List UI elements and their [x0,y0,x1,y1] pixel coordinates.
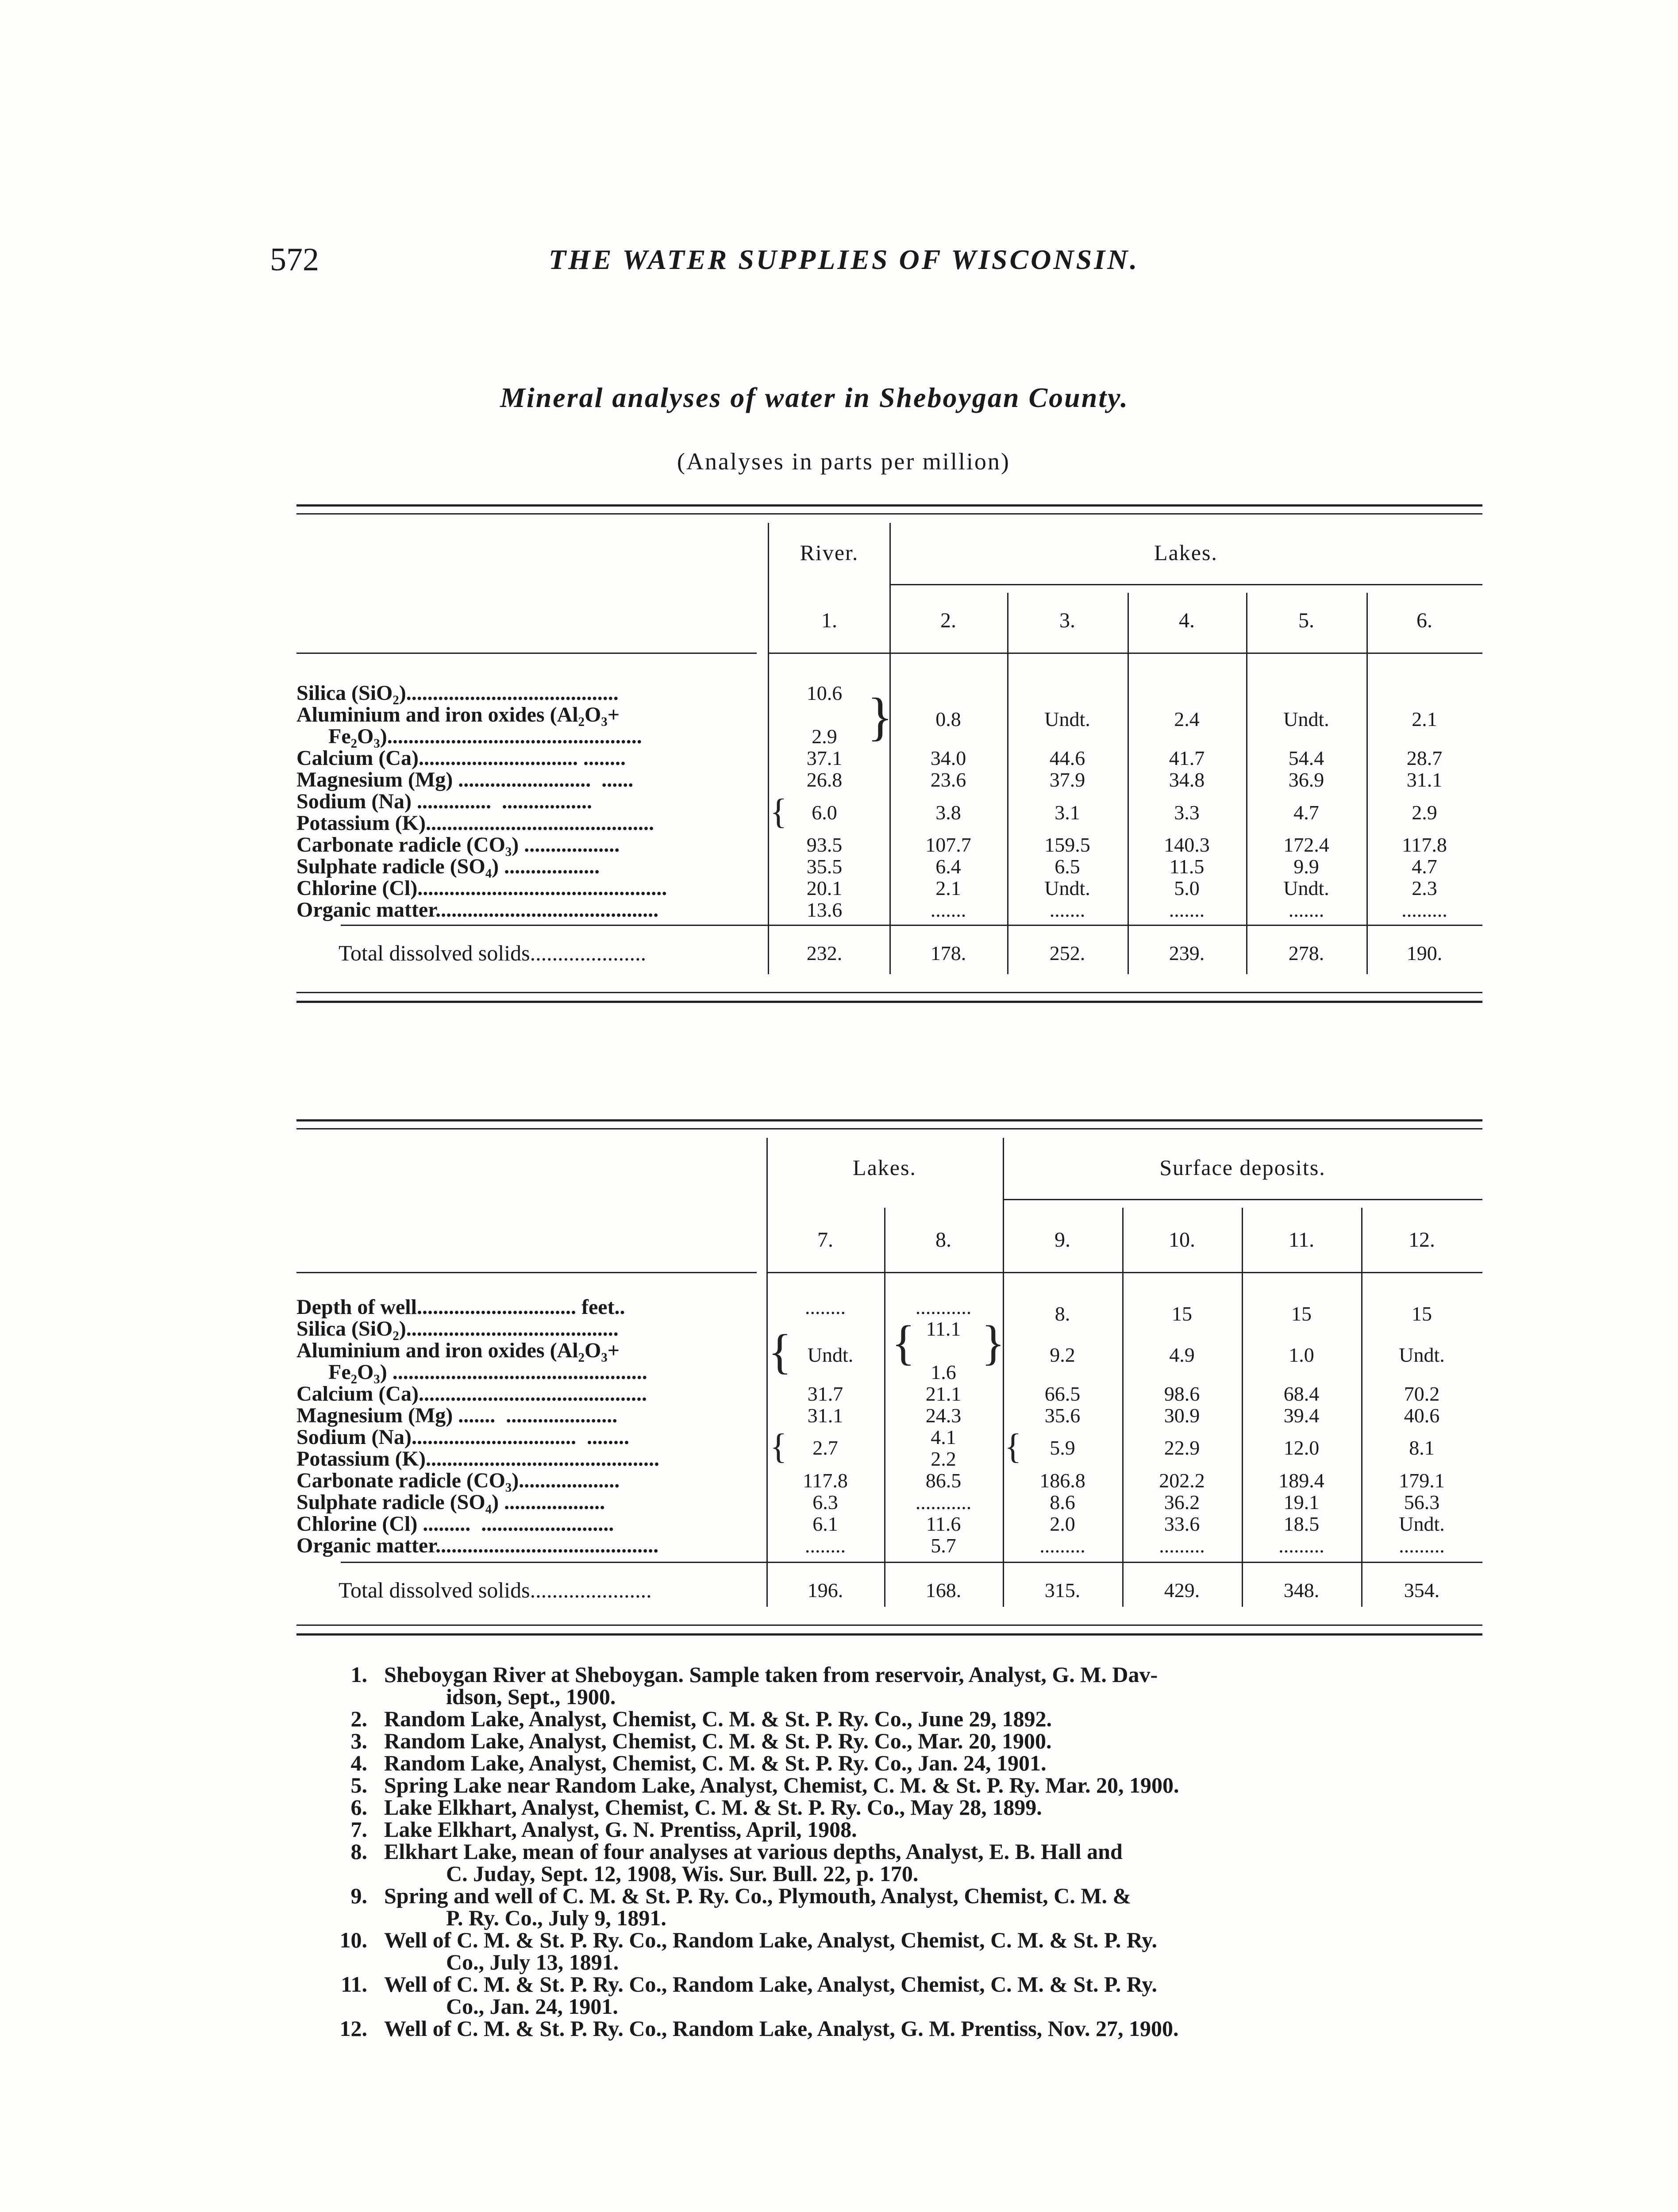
column-number: 4. [1179,609,1195,632]
group-header-lakes: Lakes. [1154,540,1218,565]
footnote [327,1818,1487,1840]
total-cell: 278. [1288,942,1324,964]
value-cell: Undt. [1399,1344,1445,1366]
footnote-number: 9. [350,1883,367,1908]
row-label: Sulphate radicle (SO₄) ................... [296,1490,605,1514]
page-number: 572 [270,242,319,278]
value-cell: 5.7 [931,1534,956,1557]
total-cell: 190. [1406,942,1443,964]
column-number: 7. [817,1228,833,1252]
group-header-surface-deposits: Surface deposits. [1159,1155,1326,1180]
footnote-number: 12. [339,2016,367,2041]
total-cell: 232. [806,942,843,964]
row-label: Silica (SiO₂)........................................ [296,681,619,705]
value-cell: 4.7 [1293,801,1319,824]
value-cell: ......... [1039,1534,1085,1557]
value-cell: 0.8 [935,708,961,730]
value-cell: 30.9 [1164,1404,1200,1427]
row-label: Aluminium and iron oxides (Al₂O₃+ [296,703,620,726]
value-cell: ......... [1399,1534,1445,1557]
brace-symbol: { [770,792,787,831]
row-label: Chlorine (Cl) ......... ......................... [296,1512,614,1536]
bottom-double-rule-a [296,992,1482,993]
top-double-rule-a [296,1119,1482,1121]
footnote-text: Well of C. M. & St. P. Ry. Co., Random Lake, Analyst, Chemist, C. M. & St. P. Ry. [384,1972,1158,1997]
bottom-double-rule-b [296,1001,1482,1003]
value-cell: ......... [1159,1534,1205,1557]
footnote [327,1973,1487,2017]
bottom-double-rule-a [296,1624,1482,1626]
footnote-text: Lake Elkhart, Analyst, G. N. Prentiss, April, 1908. [384,1817,857,1842]
top-double-rule-b [296,513,1482,515]
footnote-number: 1. [350,1662,367,1687]
group-header-lakes: Lakes. [853,1155,916,1180]
value-cell: 8. [1055,1302,1070,1325]
total-cell: 168. [925,1579,962,1601]
value-cell: 117.8 [1402,833,1447,856]
value-cell: ....... [1288,899,1324,921]
value-cell: 186.8 [1039,1469,1085,1492]
group-underline [1003,1199,1482,1200]
value-cell: 20.1 [806,877,843,899]
value-cell: 34.0 [930,747,966,769]
value-cell: ....... [1169,899,1205,921]
value-cell: 41.7 [1169,747,1205,769]
footnote [327,1840,1487,1885]
value-cell: 44.6 [1049,747,1085,769]
value-cell: 172.4 [1283,833,1329,856]
value-cell: 6.1 [812,1513,838,1535]
footnote-number: 4. [350,1751,367,1775]
value-cell: 2.4 [1174,708,1200,730]
value-cell: 8.1 [1409,1436,1435,1459]
footnote-text: P. Ry. Co., July 9, 1891. [446,1905,666,1930]
row-label: Carbonate radicle (CO₃)................... [296,1469,620,1492]
footnote-text: Co., July 13, 1891. [446,1950,619,1974]
value-cell: 13.6 [806,899,843,921]
footnote-text: Elkhart Lake, mean of four analyses at various depths, Analyst, E. B. Hall and [384,1839,1123,1864]
footnote-text: Co., Jan. 24, 1901. [446,1994,618,2019]
row-label: Fe₂O₃) ................................................ [296,1360,647,1384]
row-label: Sulphate radicle (SO₄) .................. [296,855,600,878]
row-label: Chlorine (Cl)............................................... [296,876,667,900]
value-cell: 31.1 [1406,768,1443,791]
footnote [327,1752,1487,1774]
bottom-double-rule-b [296,1633,1482,1636]
value-cell: 2.2 [931,1448,956,1470]
value-cell: 11.1 [926,1317,961,1340]
value-cell: 36.9 [1288,768,1324,791]
total-cell: 178. [930,942,966,964]
footnote [327,1730,1487,1752]
value-cell: 6.4 [935,855,961,878]
footnotes [327,1663,1487,2039]
value-cell: 98.6 [1164,1382,1200,1405]
value-cell: 35.5 [806,855,843,878]
value-cell: ......... [1401,899,1447,921]
footnote-number: 2. [350,1706,367,1731]
value-cell: 140.3 [1164,833,1210,856]
value-cell: 15 [1172,1302,1192,1325]
value-cell: 6.0 [812,801,837,824]
value-cell: 56.3 [1404,1491,1440,1513]
total-rule [341,925,1482,926]
value-cell: 39.4 [1283,1404,1320,1427]
footnote [327,1708,1487,1730]
column-number: 2. [940,609,956,632]
value-cell: 35.6 [1044,1404,1081,1427]
value-cell: 3.8 [935,801,961,824]
row-label: Organic matter.......................................... [296,1534,659,1557]
running-head: THE WATER SUPPLIES OF WISCONSIN. [549,244,1139,275]
footnote-text: Well of C. M. & St. P. Ry. Co., Random Lake, Analyst, Chemist, C. M. & St. P. Ry. [384,1928,1158,1952]
row-label: Potassium (K)............................................ [296,1447,659,1471]
footnote-text: Lake Elkhart, Analyst, Chemist, C. M. & St. P. Ry. Co., May 28, 1899. [384,1795,1042,1820]
footnote-number: 10. [339,1928,367,1952]
value-cell: 107.7 [925,833,971,856]
header-rule [768,653,1482,654]
value-cell: 19.1 [1283,1491,1320,1513]
header-rule [296,653,757,654]
value-cell: 202.2 [1159,1469,1205,1492]
top-double-rule-a [296,504,1482,507]
value-cell: 2.9 [1412,801,1437,824]
value-cell: ........ [805,1534,846,1557]
value-cell: 2.1 [935,877,961,899]
value-cell: 68.4 [1283,1382,1320,1405]
total-cell: 315. [1044,1579,1081,1601]
value-cell: 2.3 [1412,877,1437,899]
footnote-text: Random Lake, Analyst, Chemist, C. M. & St. P. Ry. Co., Mar. 20, 1900. [384,1728,1052,1753]
value-cell: 6.3 [812,1491,838,1513]
footnote [327,2017,1487,2039]
column-number: 6. [1416,609,1432,632]
value-cell: 11.6 [926,1513,961,1535]
header-rule [766,1272,1482,1273]
value-cell: 6.5 [1055,855,1080,878]
row-label: Organic matter.......................................... [296,898,659,922]
value-cell: Undt. [1044,708,1090,730]
value-cell: 9.2 [1050,1344,1075,1366]
value-cell: 18.5 [1283,1513,1320,1535]
total-cell: 348. [1283,1579,1320,1601]
row-label: Fe₂O₃)................................................ [296,725,642,748]
value-cell: 10.6 [806,682,843,704]
value-cell: 159.5 [1044,833,1090,856]
value-cell: 4.1 [931,1426,956,1448]
value-cell: Undt. [1044,877,1090,899]
value-cell: 5.0 [1174,877,1200,899]
brace-symbol: { [1004,1427,1022,1466]
column-number: 5. [1298,609,1314,632]
value-cell: 26.8 [806,768,843,791]
value-cell: 31.7 [807,1382,843,1405]
value-cell: 24.3 [925,1404,962,1427]
row-label: Aluminium and iron oxides (Al₂O₃+ [296,1339,620,1362]
value-cell: 22.9 [1164,1436,1200,1459]
footnote [327,1929,1487,1973]
footnote-text: Random Lake, Analyst, Chemist, C. M. & St. P. Ry. Co., Jan. 24, 1901. [384,1751,1047,1775]
footnote-number: 7. [350,1817,367,1842]
value-cell: 23.6 [930,768,966,791]
row-label: Silica (SiO₂)........................................ [296,1317,619,1340]
brace-symbol: { [770,1427,787,1466]
value-cell: 86.5 [925,1469,962,1492]
value-cell: 3.1 [1055,801,1080,824]
group-underline [889,584,1482,585]
value-cell: ........... [915,1491,972,1513]
column-number: 8. [935,1228,951,1252]
brace-symbol: { [892,1316,915,1370]
total-rule [341,1562,1482,1563]
value-cell: Undt. [1399,1513,1445,1535]
footnote-text: Spring and well of C. M. & St. P. Ry. Co., Plymouth, Analyst, Chemist, C. M. & [384,1883,1131,1908]
value-cell: ......... [1278,1534,1324,1557]
header-rule [296,1272,757,1273]
value-cell: ........... [915,1296,972,1318]
analysis-table-1 [296,504,1482,1018]
total-label: Total dissolved solids..................... [339,941,647,965]
footnote [327,1774,1487,1796]
value-cell: 5.9 [1050,1436,1075,1459]
row-label: Carbonate radicle (CO₃) .................. [296,833,620,856]
value-cell: 15 [1412,1302,1432,1325]
column-number: 3. [1059,609,1075,632]
value-cell: 37.1 [806,747,843,769]
value-cell: 189.4 [1278,1469,1324,1492]
footnote-text: Random Lake, Analyst, Chemist, C. M. & St. P. Ry. Co., June 29, 1892. [384,1706,1052,1731]
row-label: Sodium (Na) .............. ................. [296,790,593,813]
value-cell: ........ [805,1296,846,1318]
footnote-number: 3. [350,1728,367,1753]
value-cell: 1.0 [1289,1344,1314,1366]
value-cell: ....... [930,899,966,921]
value-cell: Undt. [1283,877,1329,899]
value-cell: 66.5 [1044,1382,1081,1405]
value-cell: 37.9 [1049,768,1085,791]
row-label: Magnesium (Mg) ....... ..................... [296,1404,618,1427]
value-cell: 33.6 [1164,1513,1200,1535]
value-cell: 12.0 [1283,1436,1320,1459]
table-title: Mineral analyses of water in Sheboygan County. [500,382,1129,413]
value-cell: 93.5 [806,833,843,856]
table-subtitle: (Analyses in parts per million) [677,448,1010,475]
analysis-table-2 [296,1119,1482,1650]
footnote-text: Spring Lake near Random Lake, Analyst, Chemist, C. M. & St. P. Ry. Mar. 20, 1900. [384,1773,1179,1797]
total-cell: 196. [807,1579,843,1601]
value-cell: 2.0 [1050,1513,1075,1535]
row-label: Depth of well.............................. feet.. [296,1295,625,1319]
value-cell: Undt. [1283,708,1329,730]
value-cell: 15 [1291,1302,1312,1325]
value-cell: 2.7 [812,1436,838,1459]
footnote [327,1885,1487,1929]
footnote-number: 5. [350,1773,367,1797]
value-cell: 8.6 [1050,1491,1075,1513]
value-cell: Undt. [807,1344,854,1366]
brace-symbol: { [768,1325,792,1379]
value-cell: 3.3 [1174,801,1200,824]
value-cell: 31.1 [807,1404,843,1427]
footnote-text: idson, Sept., 1900. [446,1684,616,1709]
footnote-number: 11. [341,1972,367,1997]
value-cell: 36.2 [1164,1491,1200,1513]
row-label: Magnesium (Mg) ......................... ...... [296,768,634,791]
value-cell: 4.9 [1169,1344,1195,1366]
value-cell: 179.1 [1399,1469,1445,1492]
column-number: 9. [1055,1228,1070,1252]
total-cell: 429. [1164,1579,1200,1601]
top-double-rule-b [296,1128,1482,1129]
column-number: 1. [821,609,837,632]
row-label: Calcium (Ca)........................................... [296,1382,658,1406]
footnote [327,1796,1487,1818]
value-cell: ....... [1049,899,1085,921]
column-number: 11. [1288,1228,1315,1252]
total-label: Total dissolved solids...................... [339,1578,652,1602]
footnote-number: 8. [350,1839,367,1864]
value-cell: 4.7 [1412,855,1437,878]
value-cell: 54.4 [1288,747,1324,769]
footnote [327,1663,1487,1708]
total-cell: 252. [1049,942,1085,964]
row-label: Calcium (Ca).............................. ........ [296,746,626,770]
total-cell: 354. [1404,1579,1440,1601]
brace-symbol: } [867,687,893,746]
total-cell: 239. [1169,942,1205,964]
value-cell: 2.9 [812,725,837,748]
row-label: Sodium (Na)............................... ........ [296,1425,630,1449]
value-cell: 28.7 [1406,747,1443,769]
value-cell: 117.8 [803,1469,848,1492]
group-header-river: River. [800,540,859,565]
value-cell: 11.5 [1169,855,1205,878]
brace-symbol: } [981,1316,1005,1370]
footnote-text: Well of C. M. & St. P. Ry. Co., Random Lake, Analyst, G. M. Prentiss, Nov. 27, 1900. [384,2016,1179,2041]
value-cell: 70.2 [1404,1382,1440,1405]
footnote-text: C. Juday, Sept. 12, 1908, Wis. Sur. Bull. 22, p. 170. [446,1861,919,1886]
column-number: 10. [1169,1228,1195,1252]
column-number: 12. [1409,1228,1435,1252]
footnote-number: 6. [350,1795,367,1820]
value-cell: 34.8 [1169,768,1205,791]
footnote-text: Sheboygan River at Sheboygan. Sample taken from reservoir, Analyst, G. M. Dav- [384,1662,1158,1687]
value-cell: 1.6 [931,1361,956,1383]
value-cell: 9.9 [1293,855,1319,878]
row-label: Potassium (K)........................................... [296,811,654,835]
value-cell: 40.6 [1404,1404,1440,1427]
value-cell: 2.1 [1412,708,1437,730]
value-cell: 21.1 [925,1382,962,1405]
